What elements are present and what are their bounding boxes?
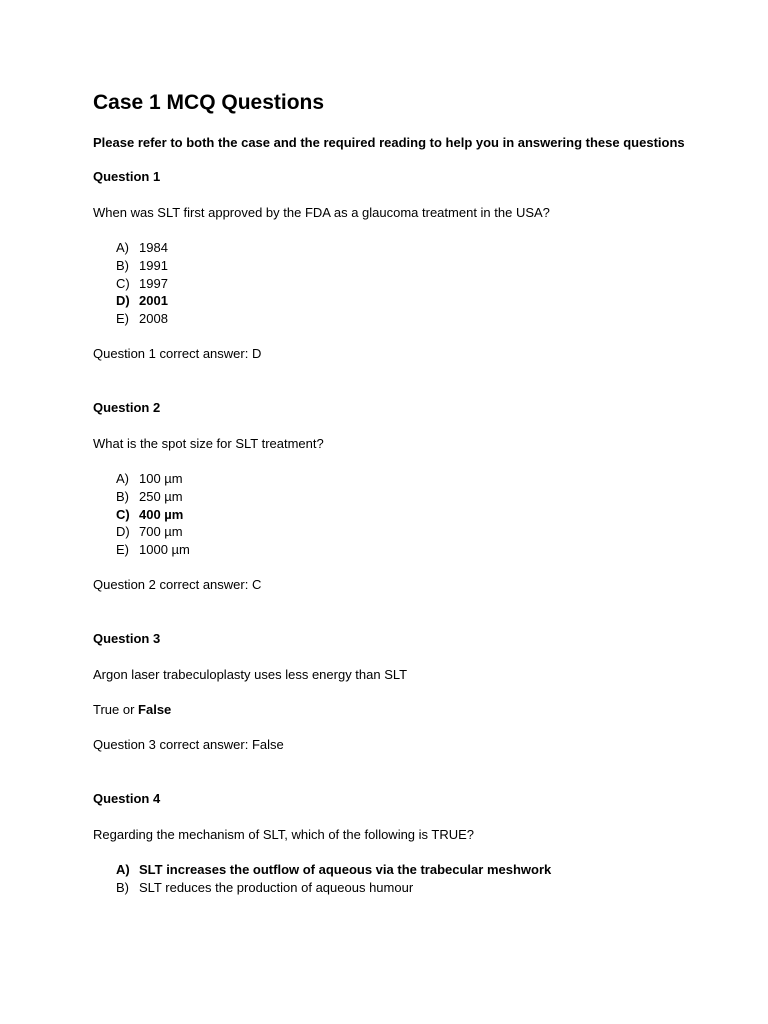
question-4: [93, 790, 693, 897]
option-letter: A): [116, 470, 129, 486]
page-title: Case 1 MCQ Questions: [93, 91, 325, 114]
option-letter: A): [116, 861, 130, 877]
options-list: [93, 239, 693, 328]
intro-instructions: Please refer to both the case and the required reading to help you in answering these questions: [93, 135, 685, 150]
option-a: [116, 470, 693, 488]
option-text: 400 µm: [139, 506, 184, 522]
question-2: [93, 399, 693, 594]
option-letter: A): [116, 240, 129, 255]
option-b: [116, 257, 693, 275]
true-false-selected: False: [138, 701, 172, 717]
option-b: [116, 488, 693, 506]
question-heading: Question 4: [93, 790, 161, 806]
option-b: [116, 879, 693, 897]
correct-answer: Question 3 correct answer: False: [93, 736, 284, 752]
option-letter: E): [116, 311, 129, 327]
option-letter: E): [116, 542, 129, 558]
option-text: 1000 µm: [139, 542, 190, 558]
option-text: 2008: [139, 311, 168, 327]
options-list: [93, 861, 693, 897]
option-text: 1984: [139, 240, 168, 255]
document-page: [93, 86, 693, 897]
correct-answer: Question 2 correct answer: C: [93, 576, 262, 592]
option-c: [116, 275, 693, 293]
true-false-prefix: True or: [93, 701, 139, 717]
question-text: Argon laser trabeculoplasty uses less energy than SLT: [93, 666, 408, 682]
option-text: 100 µm: [139, 470, 183, 486]
option-letter: B): [116, 879, 129, 895]
question-3: [93, 630, 693, 754]
question-text: What is the spot size for SLT treatment?: [93, 435, 324, 451]
option-d-correct: [116, 292, 693, 310]
correct-answer: Question 1 correct answer: D: [93, 345, 262, 361]
option-text: SLT reduces the production of aqueous humour: [139, 879, 414, 895]
option-a: [116, 239, 693, 257]
option-letter: C): [116, 506, 130, 522]
option-text: 250 µm: [139, 488, 183, 504]
option-text: SLT increases the outflow of aqueous via the trabecular meshwork: [139, 861, 552, 877]
question-text: When was SLT first approved by the FDA as a glaucoma treatment in the USA?: [93, 205, 550, 220]
option-a-correct: [116, 861, 693, 879]
option-e: [116, 310, 693, 328]
question-1: [93, 168, 693, 363]
question-heading: Question 1: [93, 169, 161, 184]
option-text: 1997: [139, 275, 168, 291]
option-d: [116, 523, 693, 541]
option-letter: C): [116, 275, 130, 291]
option-letter: D): [116, 293, 130, 309]
question-heading: Question 3: [93, 630, 161, 646]
option-e: [116, 541, 693, 559]
option-letter: B): [116, 257, 129, 273]
question-heading: Question 2: [93, 399, 161, 415]
option-c-correct: [116, 506, 693, 524]
question-text: Regarding the mechanism of SLT, which of the following is TRUE?: [93, 826, 475, 842]
option-text: 1991: [139, 257, 168, 273]
option-text: 700 µm: [139, 524, 183, 540]
option-letter: B): [116, 488, 129, 504]
true-false-line: [93, 701, 693, 719]
option-text: 2001: [139, 293, 168, 309]
options-list: [93, 470, 693, 559]
option-letter: D): [116, 524, 130, 540]
